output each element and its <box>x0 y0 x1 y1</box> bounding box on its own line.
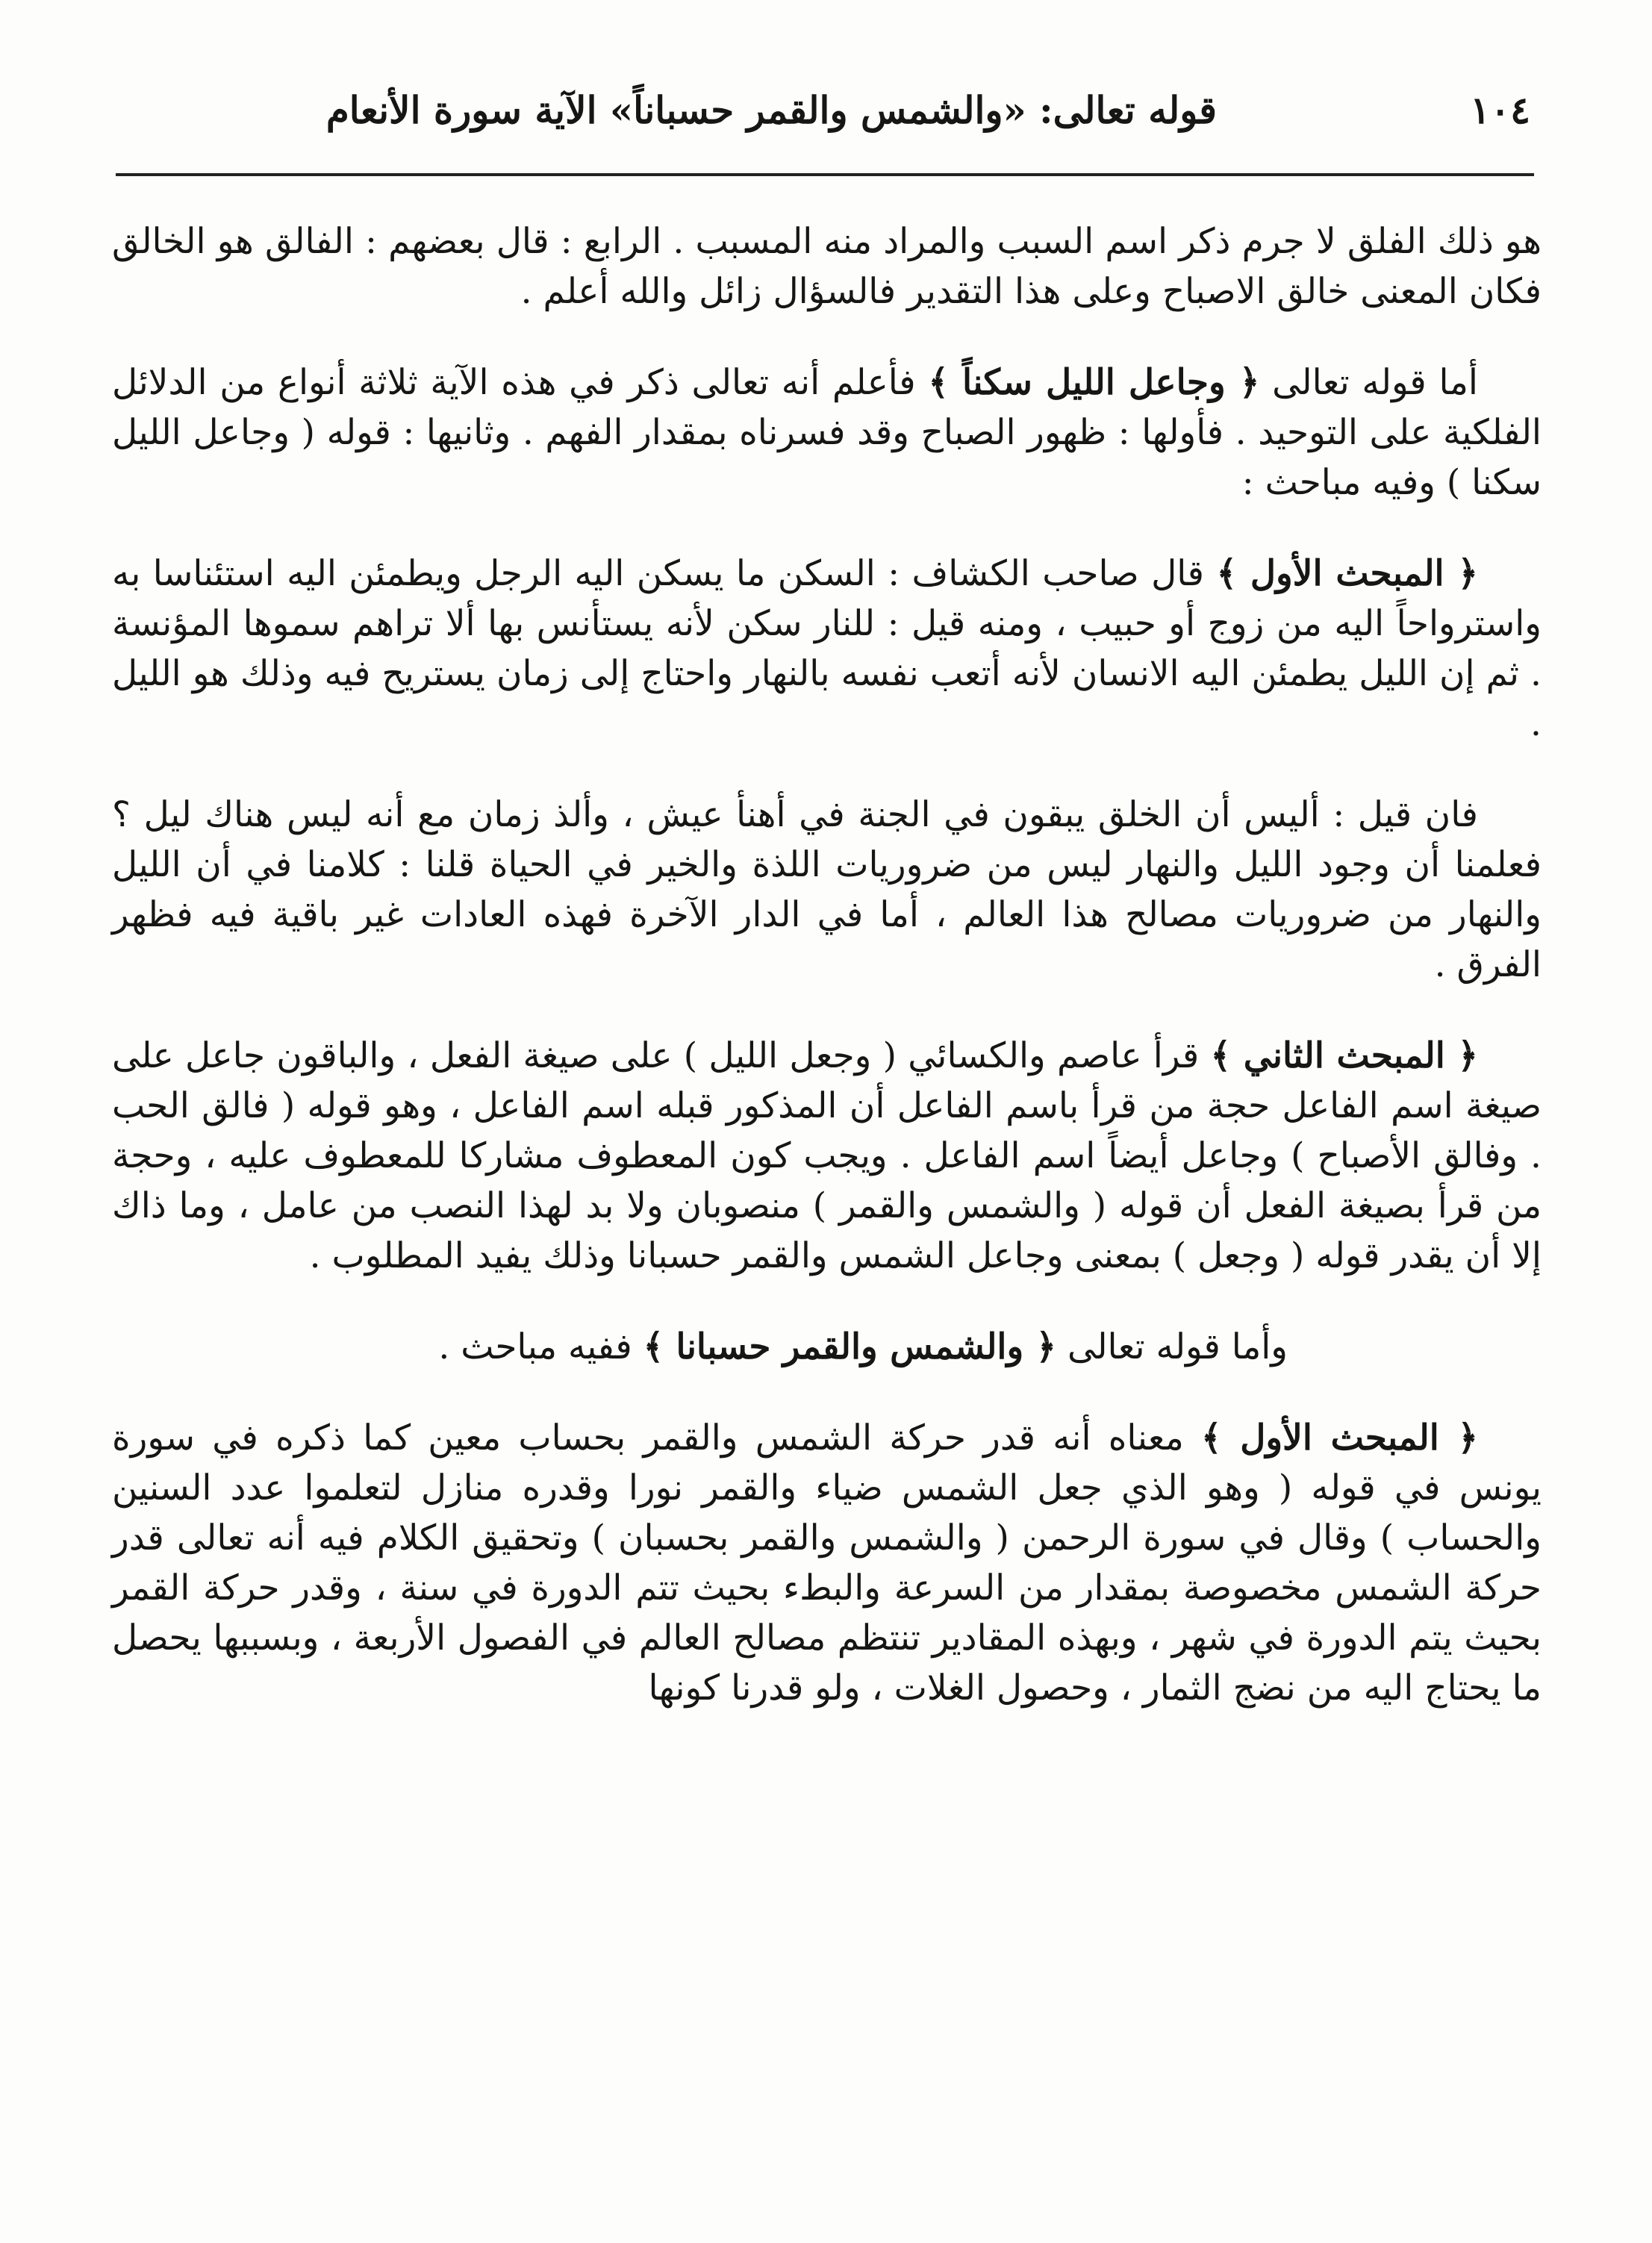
paragraph-6-text: ففيه مباحث . <box>438 1326 643 1367</box>
paragraph-7-text: معناه أنه قدر حركة الشمس والقمر بحساب معين كما ذكره في سورة يونس في قوله ( وهو الذي جعل الشمس ضياء والقمر نورا وقدره منازل لتعلموا عدد السنين والحساب ) وقال في سورة الرحمن ( والشمس والقمر بحسبان ) وتحقيق الكلام فيه أنه تعالى قدر حركة الشمس مخصوصة بمقدار من السرعة والبطء بحيث تتم الدورة في سنة ، وقدر حركة القمر بحيث يتم الدورة في شهر ، وبهذه المقادير تنتظم مصالح العالم في الفصول الأربعة ، وبسببها يحصل ما يحتاج اليه من نضج الثمار ، وحصول الغلات ، ولو قدرنا كونها <box>112 1417 1542 1709</box>
paragraph-6-lead: وأما قوله تعالى <box>1056 1326 1288 1367</box>
header-rule <box>116 173 1534 176</box>
paragraph-6 <box>112 1322 1542 1372</box>
quranic-phrase: ﴿ والشمس والقمر حسبانا ﴾ <box>643 1326 1057 1367</box>
paragraph-3 <box>112 549 1542 749</box>
paragraph-2 <box>112 358 1542 508</box>
paragraph-3-text: قال صاحب الكشاف : السكن ما يسكن اليه الرجل ويطمئن اليه استئناسا به واسترواحاً اليه من زوج أو حبيب ، ومنه قيل : للنار سكن لأنه يستأنس بها ألا تراهم سموها المؤنسة . ثم إن الليل يطمئن اليه الانسان لأنه أتعب نفسه بالنهار واحتاج إلى زمان يستريح فيه وذلك هو الليل . <box>112 553 1542 744</box>
paragraph-4-text: فان قيل : أليس أن الخلق يبقون في الجنة في أهنأ عيش ، وألذ زمان مع أنه ليس هناك ليل ؟ فعلمنا أن وجود الليل والنهار ليس من ضروريات اللذة والخير في الحياة قلنا : كلامنا في أن الليل والنهار من ضروريات مصالح هذا العالم ، أما في الدار الآخرة فهذه العادات غير باقية فيه فظهر الفرق . <box>112 794 1542 985</box>
paragraph-5 <box>112 1031 1542 1281</box>
quranic-phrase: ﴿ وجاعل الليل سكناً ﴾ <box>928 362 1260 403</box>
page-number: ١٠٤ <box>1470 88 1530 132</box>
paragraph-2-lead: أما قوله تعالى <box>1259 362 1478 403</box>
paragraph-1-text: هو ذلك الفلق لا جرم ذكر اسم السبب والمراد منه المسبب . الرابع : قال بعضهم : الفالق هو الخالق فكان المعنى خالق الاصباح وعلى هذا التقدير فالسؤال زائل والله أعلم . <box>112 221 1542 312</box>
running-title: قوله تعالى: «والشمس والقمر حسباناً» الآية سورة الأنعام <box>325 88 1217 132</box>
paragraph-7 <box>112 1413 1542 1713</box>
section-heading-first: ﴿ المبحث الأول ﴾ <box>1216 553 1478 594</box>
section-heading-second: ﴿ المبحث الثاني ﴾ <box>1210 1035 1478 1076</box>
paragraph-2-text: فأعلم أنه تعالى ذكر في هذه الآية ثلاثة أنواع من الدلائل الفلكية على التوحيد . فأولها : ظهور الصباح وقد فسرناه بمقدار الفهم . وثانيها : قوله ( وجاعل الليل سكنا ) وفيه مباحث : <box>112 362 1542 503</box>
paragraph-1 <box>112 216 1542 316</box>
body-text <box>112 216 1542 1754</box>
paragraph-5-text: قرأ عاصم والكسائي ( وجعل الليل ) على صيغة الفعل ، والباقون جاعل على صيغة اسم الفاعل حجة من قرأ باسم الفاعل أن المذكور قبله اسم الفاعل ، وهو قوله ( فالق الحب . وفالق الأصباح ) وجاعل أيضاً اسم الفاعل . ويجب كون المعطوف مشاركا للمعطوف عليه ، وحجة من قرأ بصيغة الفعل أن قوله ( والشمس والقمر ) منصوبان ولا بد لهذا النصب من عامل ، وما ذاك إلا أن يقدر قوله ( وجعل ) بمعنى وجاعل الشمس والقمر حسبانا وذلك يفيد المطلوب . <box>112 1035 1542 1276</box>
page-header <box>119 82 1530 164</box>
section-heading-first: ﴿ المبحث الأول ﴾ <box>1201 1417 1478 1459</box>
paragraph-4 <box>112 790 1542 990</box>
